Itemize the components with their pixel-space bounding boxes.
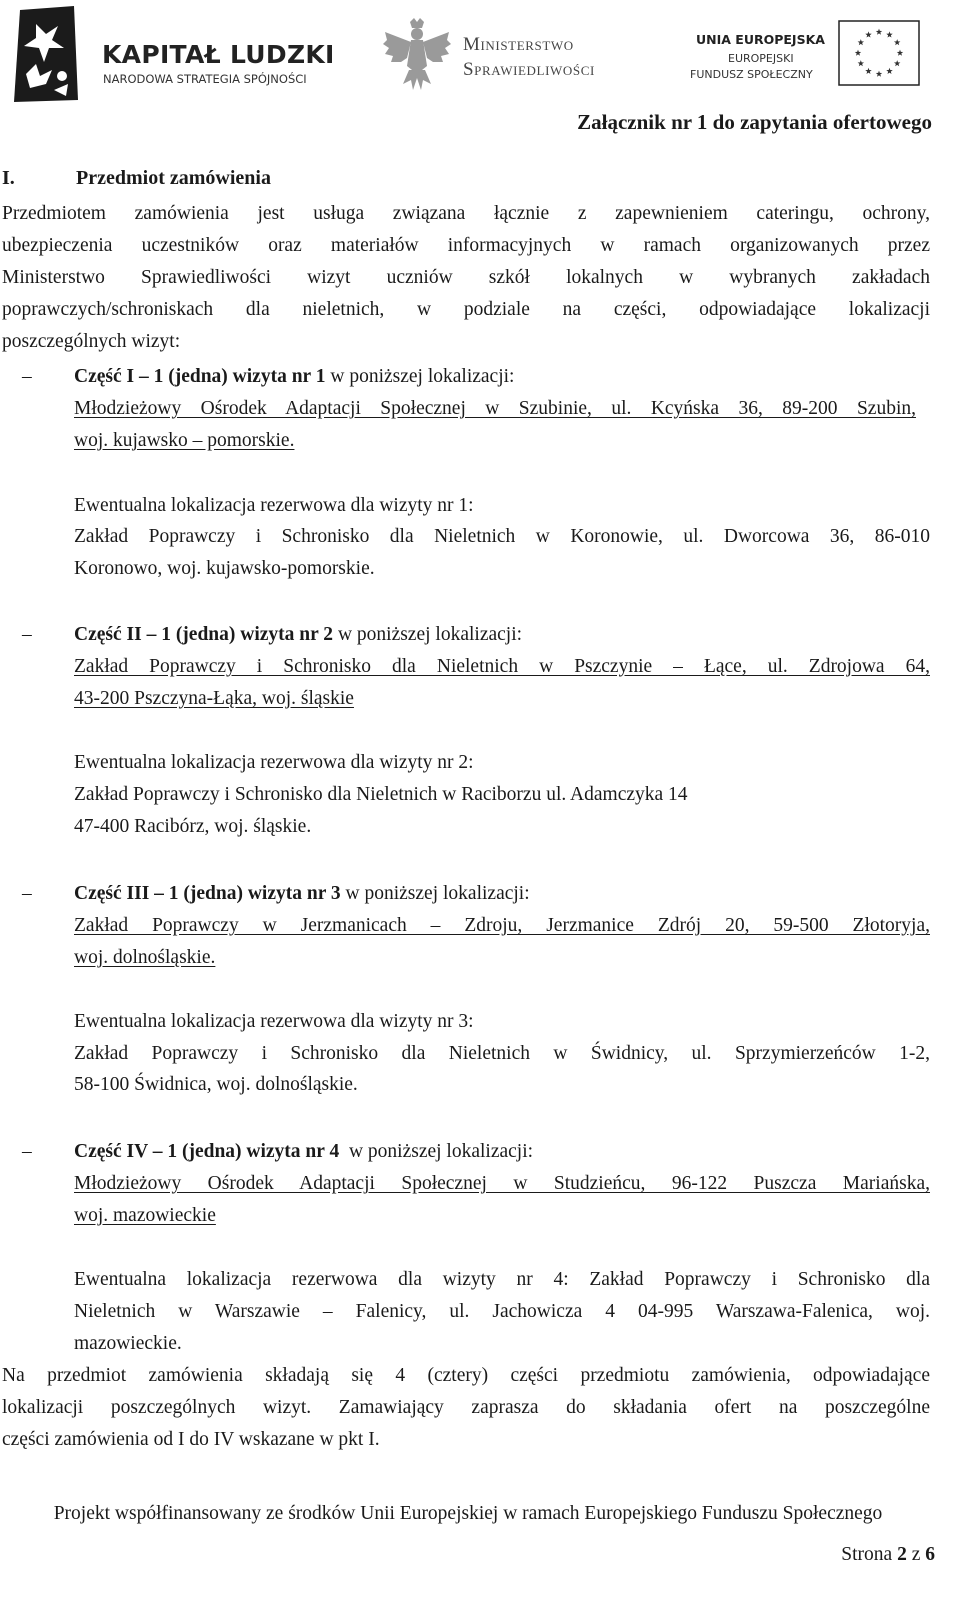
page-prefix: Strona: [841, 1544, 898, 1565]
closing-line-1: Na przedmiot zamówienia składają się 4 (cztery) części przedmiotu zamówienia, odpowiadające: [2, 1365, 930, 1386]
page-total: 6: [925, 1544, 935, 1565]
annex-title: Załącznik nr 1 do zapytania ofertowego: [577, 110, 932, 134]
page-number: [841, 1544, 935, 1566]
kapital-ludzki-subtitle: NARODOWA STRATEGIA SPÓJNOŚCI: [103, 72, 307, 86]
part-3-heading: [74, 878, 530, 910]
part-4-heading-bold: Część IV – 1 (jedna) wizyta nr 4: [74, 1141, 340, 1162]
part-4-dash: –: [22, 1141, 32, 1162]
eu-line-1: UNIA EUROPEJSKA: [696, 32, 825, 47]
part-4-reserve-line-1: Ewentualna lokalizacja rezerwowa dla wizyty nr 4: Zakład Poprawczy i Schronisko dla: [74, 1269, 930, 1290]
intro-line-1: Przedmiotem zamówienia jest usługa związana łącznie z zapewnieniem cateringu, ochrony,: [2, 203, 930, 224]
closing-line-2: lokalizacji poszczególnych wizyt. Zamawiający zaprasza do składania ofert na poszczególne: [2, 1397, 930, 1418]
ministry-line-2: Sprawiedliwości: [463, 59, 595, 80]
part-2-location-line-2: 43-200 Pszczyna-Łąka, woj. śląskie: [74, 688, 354, 709]
part-1-location-line-1: Młodzieżowy Ośrodek Adaptacji Społecznej w Szubinie, ul. Kcyńska 36, 89-200 Szubin,: [74, 398, 916, 419]
intro-line-5: poszczególnych wizyt:: [2, 331, 181, 352]
part-4-heading: [74, 1136, 533, 1168]
part-3-location-line-1: Zakład Poprawczy w Jerzmanicach – Zdroju, Jerzmanice Zdrój 20, 59-500 Złotoryja,: [74, 915, 930, 936]
part-4-reserve-line-3: mazowieckie.: [74, 1333, 182, 1354]
part-1-reserve-label: Ewentualna lokalizacja rezerwowa dla wizyty nr 1:: [74, 495, 474, 516]
part-2-reserve-line-2: 47-400 Racibórz, woj. śląskie.: [74, 816, 312, 837]
footer-cofinancing-note: Projekt współfinansowany ze środków Unii Europejskiej w ramach Europejskiego Funduszu Społecznego: [53, 1503, 883, 1524]
page-current: 2: [897, 1544, 907, 1565]
part-4-location-line-2: woj. mazowieckie: [74, 1205, 216, 1226]
closing-line-3: części zamówienia od I do IV wskazane w pkt I.: [2, 1429, 380, 1450]
kapital-ludzki-title: KAPITAŁ LUDZKI: [102, 40, 335, 69]
kapital-ludzki-mark-icon: [6, 4, 88, 104]
section-title: Przedmiot zamówienia: [76, 167, 271, 189]
part-2-reserve-label: Ewentualna lokalizacja rezerwowa dla wizyty nr 2:: [74, 752, 474, 773]
part-1-reserve-line-1: Zakład Poprawczy i Schronisko dla Nieletnich w Koronowie, ul. Dworcowa 36, 86-010: [74, 526, 930, 547]
part-1-dash: –: [22, 366, 32, 387]
part-4-location-line-1: Młodzieżowy Ośrodek Adaptacji Społecznej w Studzieńcu, 96-122 Puszcza Mariańska,: [74, 1173, 930, 1194]
part-3-heading-bold: Część III – 1 (jedna) wizyta nr 3: [74, 883, 341, 904]
eu-logo: [690, 24, 935, 94]
part-2-location-line-1: Zakład Poprawczy i Schronisko dla Nieletnich w Pszczynie – Łące, ul. Zdrojowa 64,: [74, 656, 930, 677]
part-2-dash: –: [22, 624, 32, 645]
polish-eagle-icon: [383, 18, 451, 94]
part-2-heading-bold: Część II – 1 (jedna) wizyta nr 2: [74, 624, 334, 645]
part-1-location-line-2: woj. kujawsko – pomorskie.: [74, 430, 295, 451]
part-1-heading-bold: Część I – 1 (jedna) wizyta nr 1: [74, 366, 326, 387]
eu-line-3: FUNDUSZ SPOŁECZNY: [690, 68, 813, 81]
ministry-line-1: Ministerstwo: [463, 34, 574, 55]
part-2-heading: [74, 619, 522, 651]
eu-flag-icon: [838, 20, 920, 86]
ministry-of-justice-logo: [383, 18, 643, 94]
kapital-ludzki-logo: [4, 4, 334, 104]
intro-line-3: Ministerstwo Sprawiedliwości wizyt uczniów szkół lokalnych w wybranych zakładach: [2, 267, 930, 288]
eu-line-2: EUROPEJSKI: [728, 52, 794, 65]
part-4-heading-rest: w poniższej lokalizacji:: [339, 1141, 534, 1162]
part-3-location-line-2: woj. dolnośląskie.: [74, 947, 216, 968]
part-3-reserve-label: Ewentualna lokalizacja rezerwowa dla wizyty nr 3:: [74, 1011, 474, 1032]
part-2-reserve-line-1: Zakład Poprawczy i Schronisko dla Nieletnich w Raciborzu ul. Adamczyka 14: [74, 784, 688, 805]
intro-line-2: ubezpieczenia uczestników oraz materiałów informacyjnych w ramach organizowanych przez: [2, 235, 930, 256]
part-3-dash: –: [22, 883, 32, 904]
part-3-reserve-line-1: Zakład Poprawczy i Schronisko dla Nieletnich w Świdnicy, ul. Sprzymierzeńców 1-2,: [74, 1043, 930, 1064]
part-3-reserve-line-2: 58-100 Świdnica, woj. dolnośląskie.: [74, 1074, 358, 1095]
section-number: I.: [2, 167, 15, 189]
page-separator: z: [906, 1544, 926, 1565]
intro-line-4: poprawczych/schroniskach dla nieletnich, w podziale na części, odpowiadające lokalizacji: [2, 299, 930, 320]
part-2-heading-rest: w poniższej lokalizacji:: [333, 624, 523, 645]
part-4-reserve-line-2: Nieletnich w Warszawie – Falenicy, ul. Jachowicza 4 04-995 Warszawa-Falenica, woj.: [74, 1301, 930, 1322]
part-3-heading-rest: w poniższej lokalizacji:: [340, 883, 530, 904]
part-1-heading: [74, 361, 514, 393]
part-1-heading-rest: w poniższej lokalizacji:: [325, 366, 515, 387]
part-1-reserve-line-2: Koronowo, woj. kujawsko-pomorskie.: [74, 558, 375, 579]
